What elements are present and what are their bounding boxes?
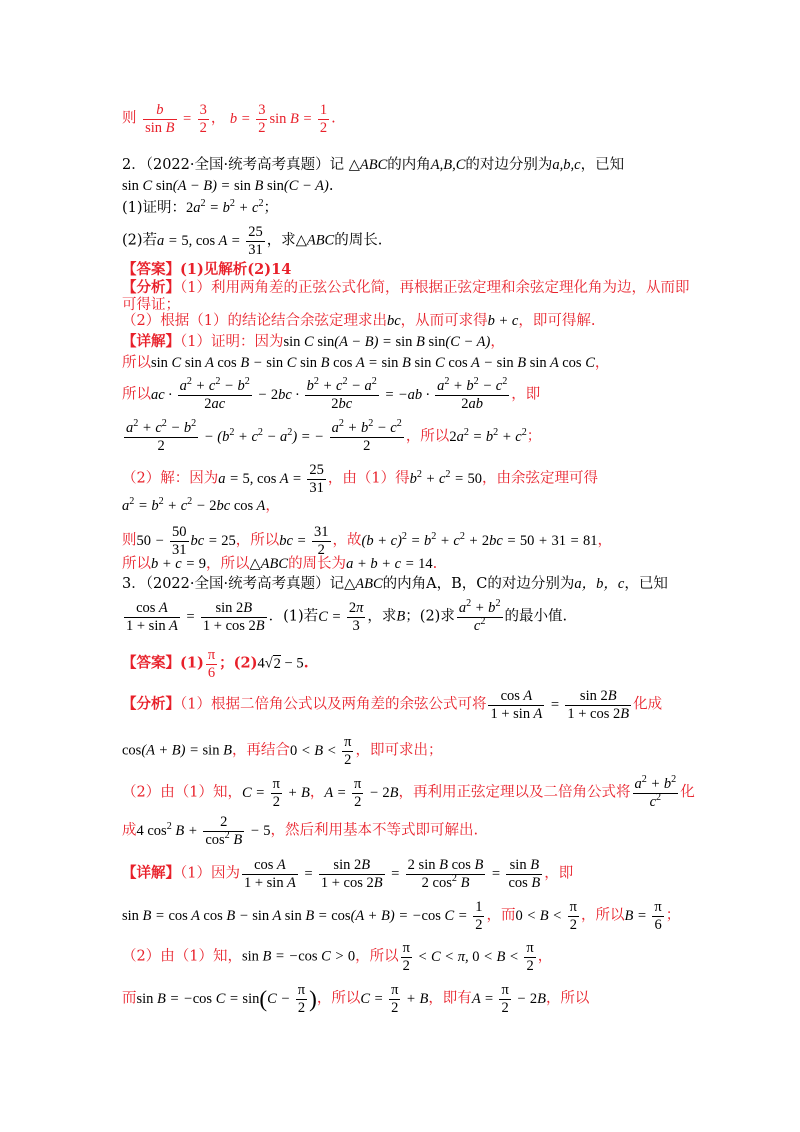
prev-solution-end: 则 $\frac{b}{\text{sin B}}$ = $\frac{3}{2}$ ， b = $\frac{3}{2}$ sin B = $\frac{1}{2}$ . [122, 102, 336, 136]
problem3-detail-3: （2）由（1）知，sin B = −cos C > 0，所以 $\frac{\pi}{2}$ < C < π, 0 < B < $\frac{\pi}{2}$ ， [122, 940, 553, 974]
problem2-detail-5: （2）解：因为a = 5, cos A = $\frac{25}{31}$ ，由（1）得$b^2 + c^2 = 50$，由余弦定理可得 [122, 462, 599, 496]
problem2-analysis-1: 【分析】（1）利用两角差的正弦公式化简，再根据正弦定理和余弦定理化角为边，从而即 [122, 279, 690, 296]
problem3-answer: 【答案】(1) $\frac{\pi}{6}$ ；(2)4√2 − 5. [122, 647, 309, 681]
problem3-detail-2: sin B = cos A cos B − sin A sin B = cos(A + B) = −cos C = $\frac{1}{2}$ ，而0 < B < $\frac{\pi}{2}$ ，所以B = $\frac{\pi}{6}$ ； [122, 899, 681, 933]
problem2-detail-2: 所以sin C sin A cos B − sin C sin B cos A = sin B sin C cos A − sin B sin A cos C， [122, 355, 610, 371]
problem3-analysis-3: （2）由（1）知，C = $\frac{\pi}{2}$ + B，A = $\frac{\pi}{2}$ − 2B，再利用正弦定理以及二倍角公式将 $\frac{a^2 + b^2}{c^2}$ 化 [122, 774, 695, 810]
problem2-analysis-1b: 可得证； [122, 297, 180, 313]
problem2-detail-6: $a^2 = b^2 + c^2 - 2bc$ cos A， [122, 496, 280, 514]
problem2-detail-8: 所以b + c = 9，所以△ABC的周长为a + b + c = 14. [122, 556, 438, 572]
problem3-detail-4: 而sin B = −cos C = sin(C − $\frac{\pi}{2}$ )，所以C = $\frac{\pi}{2}$ + B，即有A = $\frac{\pi}{2}$ − 2B，所以 [122, 982, 590, 1016]
problem2-detail-1: 【详解】（1）证明：因为sin C sin(A − B) = sin B sin(C − A)， [122, 333, 505, 350]
problem3-analysis-1: 【分析】（1）根据二倍角公式以及两角差的余弦公式可将 $\frac{\text{cos A}}{\text{1 + sin A}}$ = $\frac{\sin 2B}{1 + \cos 2B}$ 化成 [122, 688, 663, 722]
problem2-detail-3: 所以ac · $\frac{a^2 + c^2 - b^2}{2ac}$ − 2bc · $\frac{b^2 + c^2 - a^2}{2bc}$ = −ab · $\frac{a^2 + b^2 - c^2}{2ab}$ ，即 [122, 376, 541, 412]
problem2-answer: 【答案】(1)见解析(2)14 [122, 261, 292, 278]
problem3-condition: $\frac{\text{cos A}}{\text{1 + sin A}}$ = $\frac{\sin 2B}{1 + \cos 2B}$ ．(1)若C = $\frac{2\pi}{3}$ ，求B；(2)求 $\frac{a^2 + b^2}{c^2}$ 的最小值. [126, 598, 568, 634]
problem2-part2: (2)若a = 5, cos A = $\frac{25}{31}$ ，求△ABC的周长. [122, 224, 383, 258]
problem3-analysis-2: cos(A + B) = sin B，再结合0 < B < $\frac{\pi}{2}$ ，即可求出； [122, 734, 443, 768]
problem2-detail-7: 则50 − $\frac{50}{31}$ bc = 25，所以bc = $\frac{31}{2}$ ，故$(b + c)^2 = b^2 + c^2 + 2bc = 50 + 31 = 81$， [122, 524, 612, 558]
problem3-analysis-4: 成4 $\cos^2 B$ + $\frac{2}{\cos^2 B}$ − 5，然后利用基本不等式即可解出. [122, 814, 479, 848]
problem2-detail-4: $\frac{a^2 + c^2 - b^2}{2}$ − $(b^2 + c^2 - a^2)$ = − $\frac{a^2 + b^2 - c^2}{2}$ ，所以$2a^2 = b^2 + c^2$； [126, 418, 542, 454]
problem2-stem: 2．（2022·全国·统考高考真题）记 △ABC的内角A,B,C的对边分别为a,b,c，已知 [122, 157, 625, 173]
problem2-condition: sin C sin(A − B) = sin B sin(C − A). [122, 178, 334, 194]
problem2-analysis-2: （2）根据（1）的结论结合余弦定理求出bc，从而可求得b + c，即可得解. [122, 313, 596, 329]
problem3-stem: 3．（2022·全国·统考高考真题）记△ABC的内角A，B，C的对边分别为a，b，c，已知 [122, 576, 668, 592]
problem3-detail-1: 【详解】（1）因为 $\frac{\text{cos A}}{\text{1 + sin A}}$ = $\frac{\sin 2B}{1 + \cos 2B}$ = $\frac{\text{2 sin B cos B}}{2 \cos^2 B}$ = $\frac{\text{sin B}}{\text{cos B}}$ ，即 [122, 857, 574, 891]
problem2-part1: (1)证明：$2a^2 = b^2 + c^2$； [122, 198, 279, 216]
